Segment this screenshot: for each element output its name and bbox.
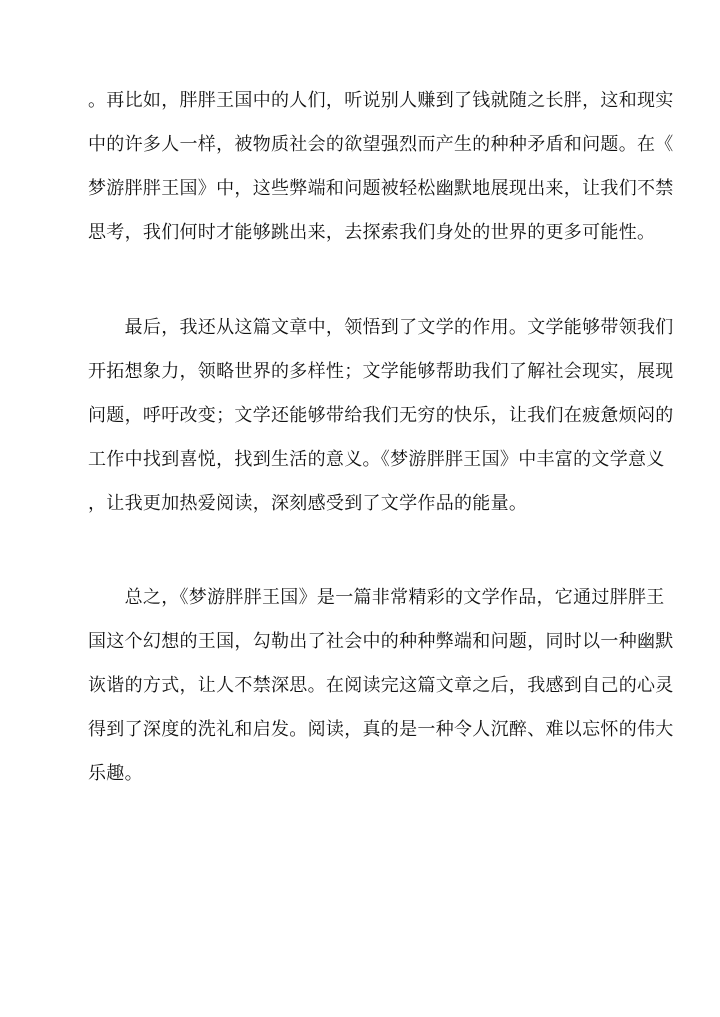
- paragraph-1-line-4: 思考，我们何时才能够跳出来，去探索我们身处的世界的更多可能性。: [88, 222, 656, 243]
- paragraph-1-line-1: 。再比如，胖胖王国中的人们，听说别人赚到了钱就随之长胖，这和现实: [88, 90, 674, 111]
- paragraph-3-line-2: 国这个幻想的王国，勾勒出了社会中的种种弊端和问题，同时以一种幽默: [88, 631, 674, 652]
- paragraph-2-line-2: 开拓想象力，领略世界的多样性；文学能够帮助我们了解社会现实，展现: [88, 361, 674, 382]
- paragraph-3-line-3: 诙谐的方式，让人不禁深思。在阅读完这篇文章之后，我感到自己的心灵: [88, 675, 674, 696]
- paragraph-3-line-1: 总之，《梦游胖胖王国》是一篇非常精彩的文学作品，它通过胖胖王: [88, 587, 665, 608]
- paragraph-3-line-4: 得到了深度的洗礼和启发。阅读，真的是一种令人沉醉、难以忘怀的伟大: [88, 719, 674, 740]
- paragraph-1-line-3: 梦游胖胖王国》中，这些弊端和问题被轻松幽默地展现出来，让我们不禁: [88, 178, 674, 199]
- paragraph-3-line-5: 乐趣。: [88, 763, 143, 784]
- paragraph-2-line-4: 工作中找到喜悦，找到生活的意义。《梦游胖胖王国》中丰富的文学意义: [88, 449, 665, 470]
- paragraph-1-line-2: 中的许多人一样，被物质社会的欲望强烈而产生的种种矛盾和问题。在《: [88, 134, 674, 155]
- paragraph-2-line-5: ，让我更加热爱阅读，深刻感受到了文学作品的能量。: [88, 493, 528, 514]
- paragraph-2-line-3: 问题，呼吁改变；文学还能够带给我们无穷的快乐，让我们在疲惫烦闷的: [88, 405, 674, 426]
- paragraph-2-line-1: 最后，我还从这篇文章中，领悟到了文学的作用。文学能够带领我们: [88, 317, 674, 338]
